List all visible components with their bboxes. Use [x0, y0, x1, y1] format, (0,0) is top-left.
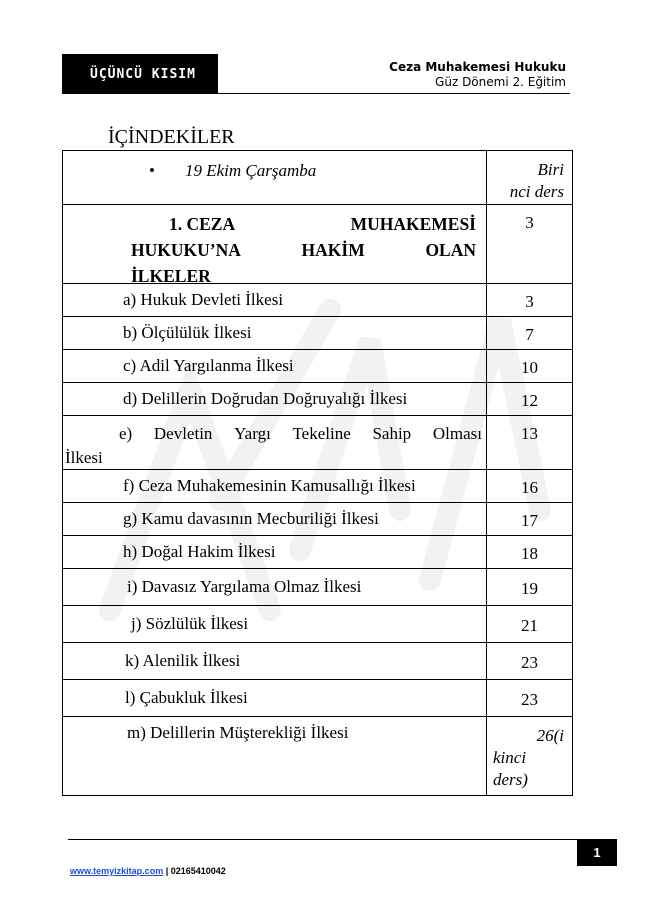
table-row — [63, 503, 573, 536]
page-number: 13 — [487, 416, 573, 470]
toc-item-label: g) Kamu davasının Mecburiliği İlkesi — [123, 509, 379, 528]
page-number: 12 — [487, 383, 573, 416]
toc-item-word: Tekeline — [292, 424, 351, 443]
toc-item-label: c) Adil Yargılanma İlkesi — [123, 356, 294, 375]
toc-item-label: d) Delillerin Doğrudan Doğruyalığı İlkesi — [123, 389, 408, 408]
bullet: • — [149, 161, 155, 180]
section-heading-cell — [63, 205, 487, 284]
date-cell — [63, 151, 487, 205]
footer-divider — [68, 839, 578, 840]
section-heading-word: İLKELER — [131, 266, 211, 286]
header-divider — [218, 93, 570, 94]
toc-item-label: i) Davasız Yargılama Olmaz İlkesi — [127, 577, 362, 596]
page-number: 7 — [487, 317, 573, 350]
table-row — [63, 284, 573, 317]
section-heading-word: HAKİM — [301, 240, 365, 260]
page-number-label: 1 — [593, 845, 601, 860]
page-number-line: kinci — [493, 748, 527, 767]
page-number-line: 26(i — [536, 726, 564, 745]
toc-item-word: Yargı — [234, 424, 271, 443]
toc-item-label: l) Çabukluk İlkesi — [125, 688, 248, 707]
section-label-box — [62, 54, 218, 94]
toc-item-label: k) Alenilik İlkesi — [125, 651, 241, 670]
table-row — [63, 350, 573, 383]
table-row — [63, 643, 573, 680]
page-number: 17 — [487, 503, 573, 536]
page-number: 23 — [487, 680, 573, 717]
phone-number: 02165410042 — [170, 866, 226, 876]
page-number: 23 — [487, 643, 573, 680]
page-number-box — [577, 839, 617, 866]
class-note-line-1: Biri — [537, 160, 564, 179]
toc-item-label: a) Hukuk Devleti İlkesi — [123, 290, 284, 309]
table-row — [63, 317, 573, 350]
section-heading-word: OLAN — [425, 240, 476, 260]
footer-contact — [70, 866, 226, 876]
table-row — [63, 205, 573, 284]
toc-title: İÇİNDEKİLER — [108, 126, 235, 148]
toc-item-word: e) — [119, 424, 133, 443]
table-row — [63, 151, 573, 205]
toc-item-label: j) Sözlülük İlkesi — [131, 614, 249, 633]
table-row — [63, 536, 573, 569]
section-label: ÜÇÜNCÜ KISIM — [90, 66, 196, 82]
page-number: 18 — [487, 536, 573, 569]
table-row — [63, 383, 573, 416]
page-number: 3 — [487, 284, 573, 317]
table-row — [63, 680, 573, 717]
toc-item-label: m) Delillerin Müşterekliği İlkesi — [127, 723, 349, 742]
toc-table — [62, 150, 573, 796]
toc-item-label: f) Ceza Muhakemesinin Kamusallığı İlkesi — [123, 476, 416, 495]
table-row — [63, 606, 573, 643]
table-row — [63, 717, 573, 796]
class-note-line-2: nci ders — [509, 182, 564, 201]
course-title: Ceza Muhakemesi Hukuku — [389, 60, 566, 74]
table-row — [63, 470, 573, 503]
page-number: 21 — [487, 606, 573, 643]
toc-item-word: İlkesi — [65, 448, 103, 467]
toc-item-word: Olması — [432, 424, 482, 443]
table-row — [63, 569, 573, 606]
class-note-cell — [487, 151, 573, 205]
toc-item-label: b) Ölçülülük İlkesi — [123, 323, 252, 342]
footer-separator: | — [163, 866, 171, 876]
toc-item-word: Sahip — [372, 424, 412, 443]
page-number-line: ders) — [493, 770, 528, 789]
section-heading-word: HUKUKU’NA — [131, 240, 241, 260]
lecture-date: 19 Ekim Çarşamba — [184, 161, 317, 180]
page-number: 16 — [487, 470, 573, 503]
page-number — [487, 717, 573, 796]
table-row — [63, 416, 573, 470]
page-number: 10 — [487, 350, 573, 383]
toc-item-word: Devletin — [153, 424, 213, 443]
section-heading-word: MUHAKEMESİ — [350, 214, 476, 234]
page-number: 19 — [487, 569, 573, 606]
course-subtitle: Güz Dönemi 2. Eğitim — [435, 75, 566, 89]
toc-item-label: h) Doğal Hakim İlkesi — [123, 542, 276, 561]
website-link[interactable]: www.temyizkitap.com — [70, 866, 164, 876]
page-number: 3 — [487, 205, 573, 284]
section-heading-word: 1. CEZA — [169, 214, 236, 234]
